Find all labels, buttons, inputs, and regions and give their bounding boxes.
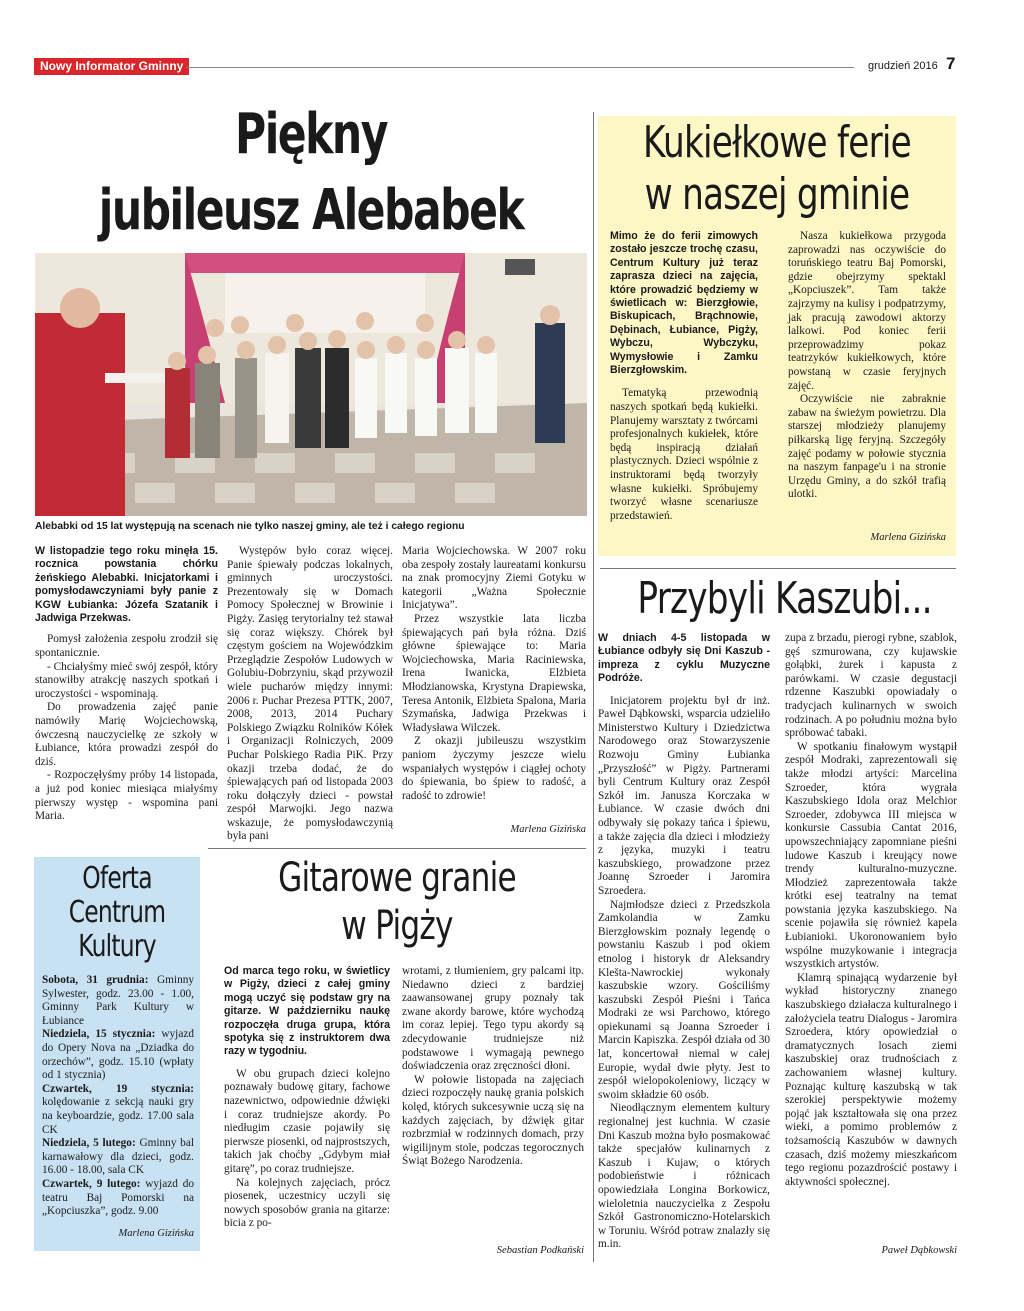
article4-title-line1: Gitarowe granie <box>278 855 516 901</box>
paragraph: W połowie listopada na zajęciach dzieci rozpoczęły naukę grania polskich kolęd, których sukcesywnie uczą się na każdych zajęciach, by dźwięk gitar rozbrzmiał w rodzinnych domach, przy wigilijnym stole, podczas tegorocznych Świąt Bożego Narodzenia. <box>402 1073 584 1168</box>
offer-item-text: Gminny Sylwester, godz. 23.00 - 1.00, Gminny Park Kultury w Łubiance <box>42 974 195 1027</box>
article4-lead: Od marca tego roku, w świetlicy w Pigży, dzieci z całej gminy mogą uczyć się podstaw gry na gitarze. W październiku naukę rozpoczęła druga grupa, która spotyka się z instruktorem dwa razy w tygodniu. <box>224 965 390 1058</box>
paragraph: Maria Wojciechowska. W 2007 roku oba zespoły zostały laureatami konkursu na znak promocyjny Ziemi Gotyku w kategorii „Ważna Społecznie Inicjatywa”. <box>402 545 586 612</box>
article4-title-line2: w Pigży <box>341 903 453 949</box>
section-rule <box>208 848 586 849</box>
article4-signature: Sebastian Podkański <box>496 1245 584 1256</box>
paragraph: Do prowadzenia zajęć panie namówiły Marię Wojciechowską, ówczesną nauczycielkę ze szkoły w Łubiance, która prowadzi zespół do dziś. <box>35 701 218 768</box>
offer-signature: Marlena Gizińska <box>118 1228 194 1239</box>
offer-item-text: kolędowanie z sekcją nauki gry na keyboardzie, godz. 17.00 sala CK <box>42 1096 194 1136</box>
photo-caption: Alebabki od 15 lat występują na scenach nie tylko naszej gminy, ale też i całego regionu <box>35 521 465 532</box>
choir-photo <box>35 253 587 516</box>
offer-item-text: wyjazd do teatru Baj Pomorski na „Kopciuszka”, godz. 9.00 <box>42 1177 194 1218</box>
paragraph: Pomysł założenia zespołu zrodził się spontanicznie. <box>35 633 218 660</box>
article1-col2 <box>227 545 393 844</box>
header-rule <box>186 67 854 68</box>
offer-title-line3: Kultury <box>78 929 156 964</box>
paragraph: Najmłodsze dzieci z Przedszkola Zamkolandia w Zamku Bierzgłowskim poznały legendę o powstaniu Kaszub i pod okiem etnolog i historyk dr Aleksandry Klešta-Nawrockiej wykonały kaszubskie wzory. Gościliśmy kaszubski Zespół Pieśni i Tańca Modraki ze wsi Parchowo, którego opiekunami są Joanna Szroeder i Marcin Kapiszka. Zespół działa od 30 lat, koncertował niemal w całej Europie, wydał dwie płyty. Jest to zespół wielopokoleniowy, liczący w swoim składzie 60 osób. <box>598 898 770 1101</box>
article1-title-line1: Piękny <box>235 102 387 167</box>
paragraph: Na kolejnych zajęciach, prócz piosenek, uczestnicy uczyli się nowych sposobów grania na gitarze: bicia z po- <box>224 1176 390 1230</box>
article4-col1-text <box>224 1068 390 1231</box>
column-divider <box>593 112 594 1262</box>
article1-title-line2: jubileusz Alebabek <box>98 178 524 243</box>
offer-item-date: Czwartek, 19 stycznia: <box>42 1082 194 1095</box>
paragraph: zupa z brzadu, pierogi rybne, szablok, gęś szmurowana, czy kujawskie gołąbki, żurek i kapusta z parówkami. W czasie degustacji rdzenne Kaszubki opowiadały o tradycjach kulinarnych w swoich rodzinach. A po południu można było spróbować tabaki. <box>785 632 957 740</box>
paragraph: W obu grupach dzieci kolejno poznawały budowę gitary, fachowe nazewnictwo, odpowiednie dźwięki i coraz trudniejsze akordy. Po niedługim czasie pojawiły się pierwsze piosenki, od najprostszych, takich jak choćby „Gdybym miał gitarę”, po coraz trudniejsze. <box>224 1067 390 1175</box>
offer-item-date: Czwartek, 9 lutego: <box>42 1177 141 1190</box>
article3-title: Przybyli Kaszubi... <box>637 573 932 624</box>
article1-col3 <box>402 545 586 803</box>
paragraph: W spotkaniu finałowym wystąpił zespół Modraki, zaprezentowali się także młodzi artyści: Marcelina Szroeder, która wygrała Kaszubskiego Idola oraz Melchior Szroeder, zdobywca III miejsca w konkursie Cassubia Cantat 2016, upowszechniający zapomniane pieśni ludowe Kaszub i kreujący nowe trendy kulturalno-muzyczne. Młodzież zaprezentowała także krótki esej teatralny na temat powstania języka kaszubskiego. Na scenie pojawiła się również kapela Łubianioki. Ukoronowaniem było wspólne muzykowanie i integracja wszystkich artystów. <box>785 740 957 971</box>
article1-col1-text <box>35 633 218 823</box>
article2-col2 <box>788 230 946 502</box>
article4-col2 <box>402 965 584 1169</box>
paragraph: Nieodłącznym elementem kultury regionalnej jest kuchnia. W czasie Dni Kaszub można było posmakować także specjałów kulinarnych z Kaszub i Kujaw, o których podobieństwie i różnicach opowiedziała Longina Borkowicz, wieloletnia nauczycielka z Zespołu Szkół Gastronomiczno-Hotelarskich w Toruniu. Wśród potraw znalazły się m.in. <box>598 1102 770 1251</box>
article3-col2 <box>785 632 957 1189</box>
offer-item <box>42 1137 194 1178</box>
article4-col1 <box>224 965 390 1231</box>
paragraph: Nasza kukiełkowa przygoda zaprowadzi nas oczywiście do toruńskiego teatru Baj Pomorski, gdzie obejrzymy spektakl „Kopciuszek”. Tam także zajrzymy na kulisy i podpatrzymy, jak pracują zawodowi aktorzy lalkowi. Pod koniec ferii przeprowadzimy pokaz teatrzyków kukiełkowych, które powstaną w czasie feryjnych zajęć. <box>788 230 946 392</box>
offer-item <box>42 1178 194 1219</box>
article3-col1-text <box>598 695 770 1252</box>
paragraph: Występów było coraz więcej. Panie śpiewały podczas lokalnych, gminnych uroczystości. Prezentowały się w Domach Pomocy Społecznej w Browinie i Pigży. Zasięg terytorialny też stawał się coraz większy. Chórek był częstym gościem na Wojewódzkim Przeglądzie Zespołów Ludowych w Golubiu-Dobrzyniu, skąd przywoził wiele pucharów między innymi: 2006 r. Puchar Prezesa PTTK, 2007, 2008, 2013, 2014 Puchary Polskiego Związku Rolników Kółek i Organizacji Rolniczych, 2009 Puchar Polskiego Radia PiK. Przy okazji trzeba dodać, że do śpiewających pań od listopada 2003 roku dołączyły dzieci - powstał zespół Marwojki. Jego nazwa wskazuje, że pomysłodawczynią była pani <box>227 545 393 843</box>
offer-item <box>42 1083 194 1137</box>
offer-item-date: Niedziela, 15 stycznia: <box>42 1028 156 1041</box>
offer-title-line1: Oferta <box>82 861 152 896</box>
paragraph: Klamrą spinającą wydarzenie był wykład historyczny znanego kaszubskiego działacza kulturalnego i założyciela teatru Dialogus - Jaromira Szroedera, który opowiedział o dramatycznych losach ziemi kaszubskiej oraz trudnościach z zachowaniem własnej kultury. Poznając kulturę kaszubską w tak szerokiej perspektywie możemy pojąć jak kształtowała się ona przez wieki, a pomimo problemów z tożsamością Kaszubów w dawnych czasach, dziś możemy mieszkańcom tego regionu pozazdrościć postawy i aktywności społecznej. <box>785 971 957 1188</box>
paragraph: Przez wszystkie lata liczba śpiewających pań była różna. Dziś główne śpiewające to: Maria Wojciechowska, Maria Raciniewska, Irena Iwanicka, Elżbieta Młodzianowska, Krystyna Drapiewska, Teresa Antonik, Elżbieta Spalona, Maria Szymańska, Jadwiga Przekwas i Władysława Wilczek. <box>402 612 586 734</box>
issue-date: grudzień 2016 <box>868 60 938 72</box>
offer-list <box>42 974 194 1219</box>
page-number: 7 <box>946 54 956 73</box>
offer-title-line2: Centrum <box>68 895 166 930</box>
article2-signature: Marlena Gizińska <box>870 532 946 543</box>
article3-signature: Paweł Dąbkowski <box>881 1245 957 1256</box>
paragraph: wrotami, z tłumieniem, gry palcami itp. Niedawno dzieci z bardziej zaawansowanej grupy poznały tak zwane akordy barowe, które wychodzą im coraz lepiej. Tego typu akordy są zdecydowanie trudniejsze niż podstawowe i wymagają pewnego doświadczenia oraz zręczności dłoni. <box>402 965 584 1073</box>
section-rule <box>600 568 956 569</box>
choir-photo-illustration <box>35 253 587 516</box>
article3-lead: W dniach 4-5 listopada w Łubiance odbyły się Dni Kaszub - impreza z cyklu Muzyczne Podróże. <box>598 632 770 685</box>
article2-col1-text <box>610 387 758 523</box>
article1-lead: W listopadzie tego roku minęła 15. rocznica powstania chórku żeńskiego Alebabki. Inicjatorkami i pomysłodawczyniami były panie z KGW Łubianka: Józefa Szatanik i Jadwiga Przekwas. <box>35 545 218 625</box>
offer-item <box>42 1028 194 1082</box>
article3-col1 <box>598 632 770 1252</box>
offer-item-text: Gminny bal karnawałowy dla dzieci, godz. 16.00 - 18.00, sala CK <box>42 1137 194 1177</box>
paragraph: Oczywiście nie zabraknie zabaw na świeżym powietrzu. Dla starszej młodzieży planujemy piłkarską ligę feryjną. Szczegóły zajęć podamy w połowie stycznia na naszym fanpage'u i na stronie Urzędu Gminy, a do szkół trafią ulotki. <box>788 393 946 501</box>
paragraph: - Chciałyśmy mieć swój zespół, który stanowiłby atrakcję naszych spotkań i uroczystości - wspominają. <box>35 660 218 700</box>
paragraph: Z okazji jubileuszu wszystkim paniom życzymy jeszcze wielu wspaniałych występów i ciągłej ochoty do śpiewania, bo śpiew to radość, a radość to zdrowie! <box>402 735 586 802</box>
offer-item <box>42 974 194 1028</box>
article2-col1 <box>610 230 758 523</box>
offer-item-date: Niedziela, 5 lutego: <box>42 1137 136 1150</box>
article2-title-line2: w naszej gminie <box>644 169 910 220</box>
paragraph: - Rozpoczęłyśmy próby 14 listopada, a już pod koniec miesiąca miałyśmy pierwszy występ - wspomina pani Maria. <box>35 769 218 823</box>
paragraph: Tematyką przewodnią naszych spotkań będą kukiełki. Planujemy warsztaty z twórcami profesjonalnych kukiełek, które będą inspiracją działań plastycznych. Dzieci wspólnie z instruktorami będą tworzyły własne kukiełki. Spróbujemy tworzyć własne scenariusze przedstawień. <box>610 387 758 522</box>
article2-lead: Mimo że do ferii zimowych zostało jeszcze trochę czasu, Centrum Kultury już teraz zaprasza dzieci na zajęcia, które prowadzić będziemy w świetlicach w: Bierzgłowie, Biskupicach, Brąchnowie, Dębinach, Łubiance, Pigży, Wybczu, Wybczyku, Wymysłowie i Zamku Bierzgłowskim. <box>610 230 758 377</box>
offer-item-text: wyjazd do Opery Nova na „Dziadka do orzechów”, godz. 15.10 (wpłaty od 1 stycznia) <box>42 1028 194 1082</box>
article2-title-line1: Kukiełkowe ferie <box>642 117 912 168</box>
article1-col1 <box>35 545 218 824</box>
paragraph: Inicjatorem projektu był dr inż. Paweł Dąbkowski, wsparcia udzieliło Ministerstwo Kultury i Dziedzictwa Narodowego oraz Stowarzyszenie Rozwoju Gminy Łubianka „Przyszłość” w Pigży. Partnerami byli Centrum Kultury oraz Zespół Szkół im. Janusza Korczaka w Łubiance. W czasie dwóch dni odbywały się pokazy tańca i śpiewu, a także zajęcia dla dzieci i młodzieży z języka, muzyki i teatru kaszubskiego, prowadzone przez Joannę Szroeder i Jaromira Szroedera. <box>598 694 770 897</box>
article1-signature: Marlena Gizińska <box>510 824 586 835</box>
publication-tag: Nowy Informator Gminny <box>34 58 189 75</box>
offer-item-date: Sobota, 31 grudnia: <box>42 974 149 986</box>
